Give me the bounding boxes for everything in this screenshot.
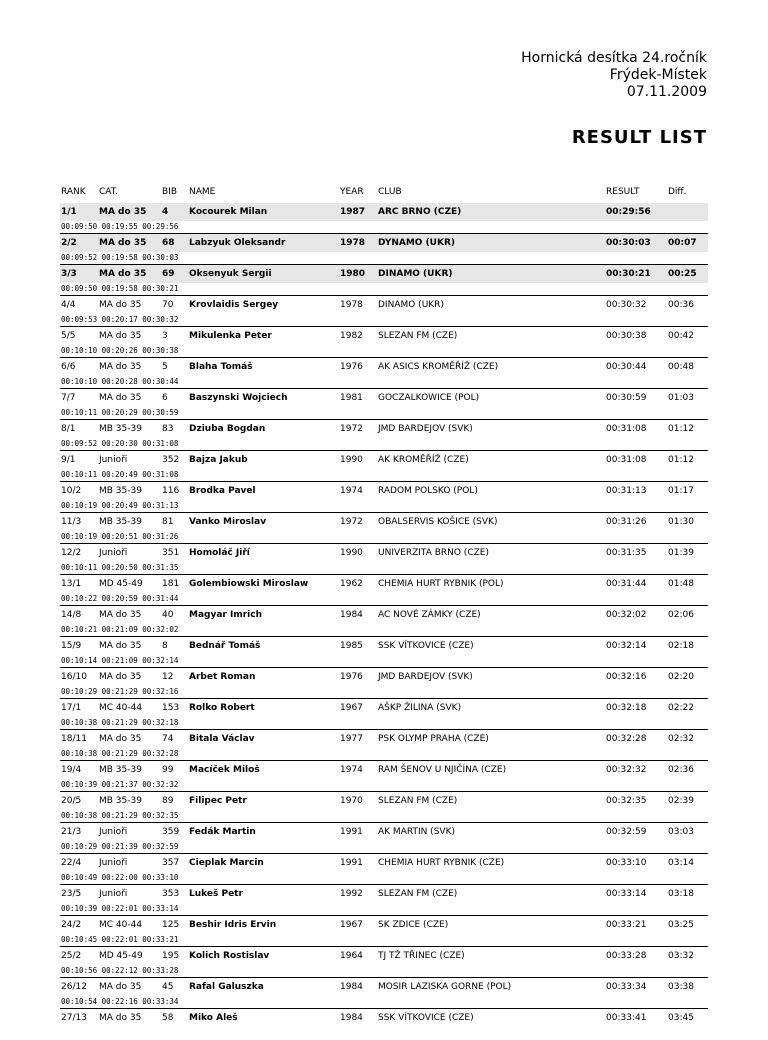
rank-cell: 20/5 <box>61 796 82 806</box>
rank-cell: 14/8 <box>61 610 82 620</box>
split-times: 00:10:49 00:22:00 00:33:10 <box>61 873 179 882</box>
diff-cell: 00:36 <box>668 300 694 310</box>
rank-cell: 7/7 <box>61 393 76 403</box>
bib-cell: 195 <box>162 951 180 961</box>
year-cell: 1964 <box>340 951 363 961</box>
diff-cell: 00:42 <box>668 331 694 341</box>
rank-cell: 13/1 <box>61 579 82 589</box>
name-cell: Bednář Tomáš <box>189 641 261 651</box>
result-cell: 00:31:44 <box>606 579 647 589</box>
name-cell: Bajza Jakub <box>189 455 248 465</box>
rank-cell: 19/4 <box>61 765 82 775</box>
bib-cell: 81 <box>162 517 174 527</box>
table-row <box>0 327 768 358</box>
club-cell: CHEMIA HURT RYBNIK (CZE) <box>378 858 505 868</box>
table-row <box>0 606 768 637</box>
diff-cell: 02:06 <box>668 610 694 620</box>
table-row <box>0 854 768 885</box>
bib-cell: 181 <box>162 579 180 589</box>
name-cell: Vanko Miroslav <box>189 517 267 527</box>
name-cell: Kolich Rostislav <box>189 951 270 961</box>
result-cell: 00:33:21 <box>606 920 647 930</box>
year-cell: 1978 <box>340 300 363 310</box>
diff-cell: 03:03 <box>668 827 694 837</box>
rank-cell: 6/6 <box>61 362 76 372</box>
club-cell: TJ TŽ TŘINEC (CZE) <box>378 951 465 961</box>
result-cell: 00:32:14 <box>606 641 647 651</box>
split-times: 00:10:39 00:21:37 00:32:32 <box>61 780 179 789</box>
split-times: 00:10:56 00:22:12 00:33:28 <box>61 966 179 975</box>
name-cell: Cieplak Marcin <box>189 858 264 868</box>
club-cell: ARC BRNO (CZE) <box>378 207 462 217</box>
club-cell: CHEMIA HURT RYBNIK (POL) <box>378 579 504 589</box>
diff-cell: 00:25 <box>668 269 697 279</box>
rank-cell: 10/2 <box>61 486 82 496</box>
split-times: 00:10:10 00:20:28 00:30:44 <box>61 377 179 386</box>
bib-cell: 352 <box>162 455 180 465</box>
split-times: 00:10:11 00:20:29 00:30:59 <box>61 408 179 417</box>
name-cell: Dziuba Bogdan <box>189 424 266 434</box>
rank-cell: 23/5 <box>61 889 82 899</box>
year-cell: 1980 <box>340 269 366 279</box>
table-row <box>0 358 768 389</box>
category-cell: MB 35-39 <box>99 517 142 527</box>
rank-cell: 21/3 <box>61 827 82 837</box>
split-times: 00:09:50 00:19:58 00:30:21 <box>61 284 179 293</box>
club-cell: DINAMO (UKR) <box>378 269 453 279</box>
result-cell: 00:30:32 <box>606 300 647 310</box>
diff-cell: 01:03 <box>668 393 694 403</box>
table-row <box>0 730 768 761</box>
year-cell: 1976 <box>340 362 363 372</box>
split-times: 00:10:11 00:20:49 00:31:08 <box>61 470 179 479</box>
rank-cell: 25/2 <box>61 951 82 961</box>
diff-cell: 01:12 <box>668 455 694 465</box>
name-cell: Krovlaidis Sergey <box>189 300 279 310</box>
name-cell: Labzyuk Oleksandr <box>189 238 286 248</box>
category-cell: MA do 35 <box>99 238 147 248</box>
category-cell: MA do 35 <box>99 331 142 341</box>
bib-cell: 8 <box>162 641 168 651</box>
column-header-name: NAME <box>189 187 216 197</box>
result-cell: 00:32:59 <box>606 827 647 837</box>
diff-cell: 02:36 <box>668 765 694 775</box>
year-cell: 1984 <box>340 982 363 992</box>
result-cell: 00:29:56 <box>606 207 651 217</box>
diff-cell: 01:48 <box>668 579 694 589</box>
category-cell: MB 35-39 <box>99 486 142 496</box>
rank-cell: 22/4 <box>61 858 82 868</box>
rank-cell: 24/2 <box>61 920 82 930</box>
result-cell: 00:32:02 <box>606 610 647 620</box>
table-row <box>0 575 768 606</box>
name-cell: Miko Aleš <box>189 1013 238 1023</box>
club-cell: UNIVERZITA BRNO (CZE) <box>378 548 489 558</box>
table-row <box>0 947 768 978</box>
column-header-rank: RANK <box>61 187 86 197</box>
table-row <box>0 203 768 234</box>
year-cell: 1962 <box>340 579 363 589</box>
column-header-bib: BIB <box>162 187 178 197</box>
result-cell: 00:30:59 <box>606 393 647 403</box>
bib-cell: 4 <box>162 207 169 217</box>
split-times: 00:10:29 00:21:39 00:32:59 <box>61 842 179 851</box>
name-cell: Filipec Petr <box>189 796 247 806</box>
rank-cell: 27/13 <box>61 1013 87 1023</box>
result-cell: 00:30:03 <box>606 238 651 248</box>
diff-cell: 02:39 <box>668 796 694 806</box>
name-cell: Rafal Galuszka <box>189 982 264 992</box>
result-cell: 00:33:10 <box>606 858 647 868</box>
result-cell: 00:33:14 <box>606 889 647 899</box>
year-cell: 1970 <box>340 796 363 806</box>
name-cell: Baszynski Wojciech <box>189 393 288 403</box>
club-cell: AK ASICS KROMĚŘÍŽ (CZE) <box>378 362 499 372</box>
category-cell: Junioři <box>99 827 128 837</box>
club-cell: SLEZAN FM (CZE) <box>378 889 458 899</box>
rank-cell: 5/5 <box>61 331 76 341</box>
split-times: 00:10:45 00:22:01 00:33:21 <box>61 935 179 944</box>
diff-cell: 03:32 <box>668 951 694 961</box>
table-row <box>0 792 768 823</box>
result-cell: 00:30:44 <box>606 362 647 372</box>
result-cell: 00:30:38 <box>606 331 647 341</box>
bib-cell: 99 <box>162 765 174 775</box>
bib-cell: 58 <box>162 1013 174 1023</box>
bib-cell: 68 <box>162 238 175 248</box>
bib-cell: 45 <box>162 982 174 992</box>
bib-cell: 83 <box>162 424 174 434</box>
category-cell: MA do 35 <box>99 269 147 279</box>
diff-cell: 02:18 <box>668 641 694 651</box>
result-cell: 00:33:34 <box>606 982 647 992</box>
year-cell: 1984 <box>340 1013 363 1023</box>
result-cell: 00:33:28 <box>606 951 647 961</box>
category-cell: MA do 35 <box>99 641 142 651</box>
table-row <box>0 1009 768 1040</box>
split-times: 00:10:22 00:20:59 00:31:44 <box>61 594 179 603</box>
club-cell: AK KROMĚŘÍŽ (CZE) <box>378 455 469 465</box>
diff-cell: 01:12 <box>668 424 694 434</box>
year-cell: 1990 <box>340 548 363 558</box>
club-cell: AŠKP ŽILINA (SVK) <box>378 703 462 713</box>
page-title: RESULT LIST <box>571 127 707 148</box>
table-row <box>0 761 768 792</box>
table-row <box>0 978 768 1009</box>
bib-cell: 125 <box>162 920 180 930</box>
split-times: 00:09:50 00:19:55 00:29:56 <box>61 222 179 231</box>
diff-cell: 01:39 <box>668 548 694 558</box>
column-header-category: CAT. <box>99 187 119 197</box>
diff-cell: 02:32 <box>668 734 694 744</box>
event-date: 07.11.2009 <box>626 84 707 100</box>
category-cell: MC 40-44 <box>99 920 143 930</box>
table-row <box>0 823 768 854</box>
split-times: 00:10:21 00:21:09 00:32:02 <box>61 625 179 634</box>
diff-cell: 01:17 <box>668 486 694 496</box>
year-cell: 1977 <box>340 734 363 744</box>
rank-cell: 15/9 <box>61 641 82 651</box>
rank-cell: 2/2 <box>61 238 77 248</box>
category-cell: Junioři <box>99 548 128 558</box>
result-cell: 00:31:35 <box>606 548 647 558</box>
year-cell: 1974 <box>340 486 363 496</box>
result-cell: 00:32:16 <box>606 672 647 682</box>
year-cell: 1967 <box>340 703 363 713</box>
bib-cell: 116 <box>162 486 180 496</box>
club-cell: SK ZDICE (CZE) <box>378 920 449 930</box>
name-cell: Magyar Imrich <box>189 610 262 620</box>
bib-cell: 5 <box>162 362 168 372</box>
category-cell: Junioři <box>99 858 128 868</box>
split-times: 00:10:19 00:20:49 00:31:13 <box>61 501 179 510</box>
table-row <box>0 420 768 451</box>
rank-cell: 1/1 <box>61 207 77 217</box>
name-cell: Oksenyuk Sergii <box>189 269 272 279</box>
year-cell: 1990 <box>340 455 363 465</box>
result-cell: 00:32:28 <box>606 734 647 744</box>
split-times: 00:10:11 00:20:50 00:31:35 <box>61 563 179 572</box>
rank-cell: 18/11 <box>61 734 87 744</box>
category-cell: MA do 35 <box>99 982 142 992</box>
result-cell: 00:32:18 <box>606 703 647 713</box>
bib-cell: 153 <box>162 703 180 713</box>
bib-cell: 89 <box>162 796 174 806</box>
split-times: 00:09:52 00:19:58 00:30:03 <box>61 253 179 262</box>
name-cell: Arbet Roman <box>189 672 256 682</box>
category-cell: MA do 35 <box>99 734 142 744</box>
year-cell: 1978 <box>340 238 366 248</box>
bib-cell: 6 <box>162 393 168 403</box>
year-cell: 1985 <box>340 641 363 651</box>
table-row <box>0 451 768 482</box>
rank-cell: 8/1 <box>61 424 76 434</box>
bib-cell: 12 <box>162 672 174 682</box>
table-row <box>0 885 768 916</box>
split-times: 00:10:38 00:21:29 00:32:28 <box>61 749 179 758</box>
name-cell: Macíček Miloš <box>189 765 260 775</box>
table-row <box>0 916 768 947</box>
club-cell: JMD BARDEJOV (SVK) <box>378 424 473 434</box>
table-row <box>0 544 768 575</box>
split-times: 00:10:10 00:20:26 00:30:38 <box>61 346 179 355</box>
category-cell: MA do 35 <box>99 672 142 682</box>
club-cell: DINAMO (UKR) <box>378 300 444 310</box>
club-cell: JMD BARDEJOV (SVK) <box>378 672 473 682</box>
rank-cell: 17/1 <box>61 703 82 713</box>
rank-cell: 3/3 <box>61 269 77 279</box>
category-cell: MB 35-39 <box>99 796 142 806</box>
table-row <box>0 513 768 544</box>
name-cell: Golembiowski Miroslaw <box>189 579 309 589</box>
rank-cell: 12/2 <box>61 548 82 558</box>
club-cell: RAM ŠENOV U NJIČÍNA (CZE) <box>378 765 507 775</box>
year-cell: 1976 <box>340 672 363 682</box>
diff-cell: 00:48 <box>668 362 694 372</box>
club-cell: DYNAMO (UKR) <box>378 238 456 248</box>
category-cell: MA do 35 <box>99 393 142 403</box>
category-cell: MA do 35 <box>99 207 147 217</box>
diff-cell: 02:22 <box>668 703 694 713</box>
table-row <box>0 265 768 296</box>
column-header-year: YEAR <box>340 187 364 197</box>
diff-cell: 01:30 <box>668 517 694 527</box>
bib-cell: 359 <box>162 827 180 837</box>
category-cell: MD 45-49 <box>99 579 143 589</box>
year-cell: 1974 <box>340 765 363 775</box>
result-cell: 00:33:41 <box>606 1013 647 1023</box>
split-times: 00:10:38 00:21:29 00:32:18 <box>61 718 179 727</box>
year-cell: 1981 <box>340 393 363 403</box>
result-cell: 00:31:08 <box>606 424 647 434</box>
table-row <box>0 296 768 327</box>
category-cell: MC 40-44 <box>99 703 143 713</box>
category-cell: MA do 35 <box>99 610 142 620</box>
split-times: 00:10:19 00:20:51 00:31:26 <box>61 532 179 541</box>
name-cell: Lukeš Petr <box>189 889 243 899</box>
table-row <box>0 234 768 265</box>
category-cell: Junioři <box>99 455 128 465</box>
category-cell: MA do 35 <box>99 300 142 310</box>
bib-cell: 3 <box>162 331 168 341</box>
bib-cell: 357 <box>162 858 180 868</box>
club-cell: SLEZAN FM (CZE) <box>378 796 458 806</box>
year-cell: 1991 <box>340 858 363 868</box>
results-table <box>0 203 768 1040</box>
name-cell: Rolko Robert <box>189 703 255 713</box>
category-cell: MA do 35 <box>99 1013 142 1023</box>
name-cell: Kocourek Milan <box>189 207 268 217</box>
name-cell: Mikulenka Peter <box>189 331 272 341</box>
result-cell: 00:30:21 <box>606 269 651 279</box>
event-place: Frýdek-Místek <box>609 67 707 83</box>
split-times: 00:10:54 00:22:16 00:33:34 <box>61 997 179 1006</box>
category-cell: MB 35-39 <box>99 424 142 434</box>
bib-cell: 70 <box>162 300 174 310</box>
year-cell: 1991 <box>340 827 363 837</box>
bib-cell: 69 <box>162 269 175 279</box>
name-cell: Blaha Tomáš <box>189 362 253 372</box>
document-header <box>521 50 707 101</box>
club-cell: SSK VÍTKOVICE (CZE) <box>378 1013 474 1023</box>
rank-cell: 11/3 <box>61 517 82 527</box>
category-cell: MB 35-39 <box>99 765 142 775</box>
split-times: 00:10:38 00:21:29 00:32:35 <box>61 811 179 820</box>
club-cell: PSK OLYMP PRAHA (CZE) <box>378 734 489 744</box>
category-cell: MD 45-49 <box>99 951 143 961</box>
club-cell: AK MARTIN (SVK) <box>378 827 455 837</box>
club-cell: MOSIR LAZISKA GORNE (POL) <box>378 982 512 992</box>
rank-cell: 4/4 <box>61 300 76 310</box>
rank-cell: 16/10 <box>61 672 87 682</box>
diff-cell: 03:18 <box>668 889 694 899</box>
year-cell: 1987 <box>340 207 366 217</box>
diff-cell: 03:38 <box>668 982 694 992</box>
result-cell: 00:31:08 <box>606 455 647 465</box>
diff-cell: 03:45 <box>668 1013 694 1023</box>
club-cell: AC NOVÉ ZÁMKY (CZE) <box>378 610 481 620</box>
year-cell: 1982 <box>340 331 363 341</box>
table-header <box>0 187 768 201</box>
diff-cell: 03:25 <box>668 920 694 930</box>
name-cell: Bitala Václav <box>189 734 255 744</box>
table-row <box>0 699 768 730</box>
name-cell: Brodka Pavel <box>189 486 256 496</box>
year-cell: 1992 <box>340 889 363 899</box>
diff-cell: 02:20 <box>668 672 694 682</box>
table-row <box>0 482 768 513</box>
diff-cell: 00:07 <box>668 238 697 248</box>
name-cell: Fedák Martin <box>189 827 256 837</box>
club-cell: SLEZAN FM (CZE) <box>378 331 458 341</box>
column-header-club: CLUB <box>378 187 402 197</box>
year-cell: 1967 <box>340 920 363 930</box>
rank-cell: 9/1 <box>61 455 76 465</box>
category-cell: Junioři <box>99 889 128 899</box>
table-row <box>0 637 768 668</box>
name-cell: Beshir Idris Ervin <box>189 920 277 930</box>
name-cell: Homoláč Jiří <box>189 548 250 558</box>
column-header-result: RESULT <box>606 187 640 197</box>
club-cell: OBALSERVIS KOŠICE (SVK) <box>378 517 498 527</box>
club-cell: SSK VÍTKOVICE (CZE) <box>378 641 474 651</box>
split-times: 00:09:52 00:20:30 00:31:08 <box>61 439 179 448</box>
result-cell: 00:32:32 <box>606 765 647 775</box>
year-cell: 1972 <box>340 424 363 434</box>
bib-cell: 353 <box>162 889 180 899</box>
table-row <box>0 389 768 420</box>
result-cell: 00:31:13 <box>606 486 647 496</box>
split-times: 00:10:14 00:21:09 00:32:14 <box>61 656 179 665</box>
table-row <box>0 668 768 699</box>
bib-cell: 40 <box>162 610 174 620</box>
club-cell: GOCZALKOWICE (POL) <box>378 393 480 403</box>
event-title: Hornická desítka 24.ročník <box>521 50 707 66</box>
result-cell: 00:31:26 <box>606 517 647 527</box>
year-cell: 1972 <box>340 517 363 527</box>
diff-cell: 03:14 <box>668 858 694 868</box>
result-cell: 00:32:35 <box>606 796 647 806</box>
bib-cell: 74 <box>162 734 174 744</box>
bib-cell: 351 <box>162 548 180 558</box>
rank-cell: 26/12 <box>61 982 87 992</box>
year-cell: 1984 <box>340 610 363 620</box>
category-cell: MA do 35 <box>99 362 142 372</box>
split-times: 00:10:39 00:22:01 00:33:14 <box>61 904 179 913</box>
column-header-diff: Diff. <box>668 187 687 197</box>
split-times: 00:09:53 00:20:17 00:30:32 <box>61 315 179 324</box>
club-cell: RADOM POLSKO (POL) <box>378 486 478 496</box>
split-times: 00:10:29 00:21:29 00:32:16 <box>61 687 179 696</box>
